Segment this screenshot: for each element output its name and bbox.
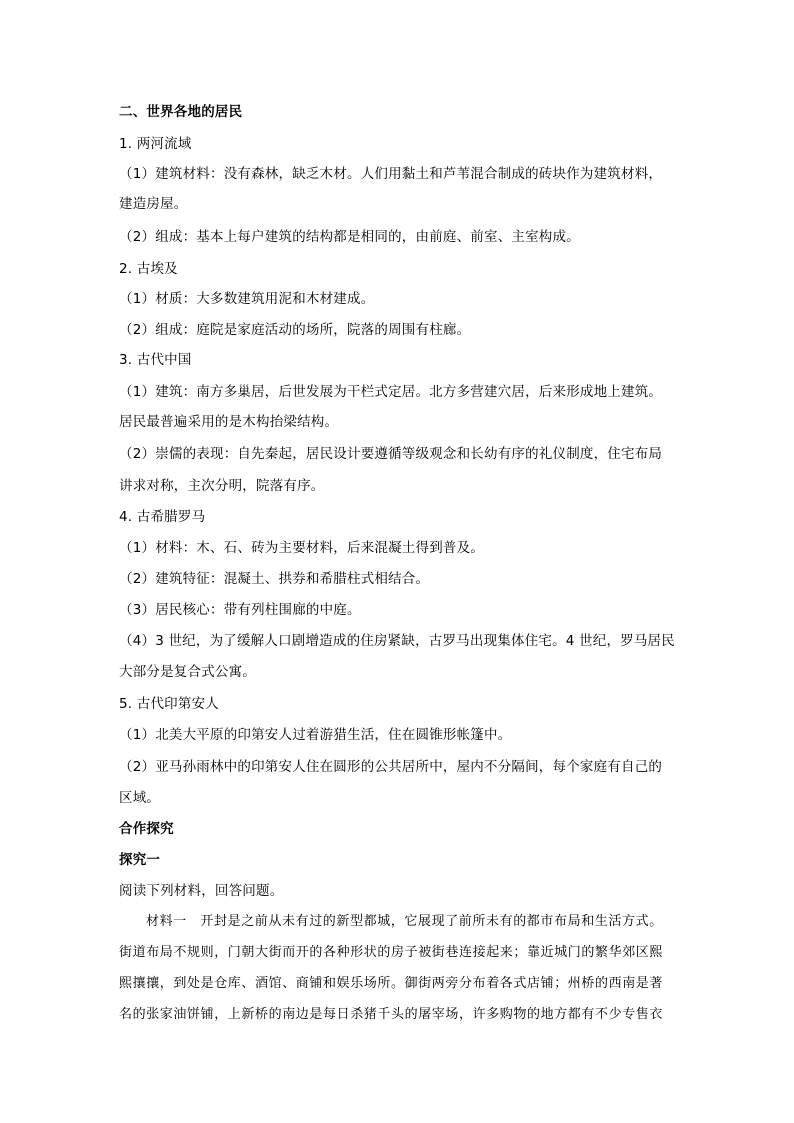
material-line: 名的张家油饼铺，上新桥的南边是每日杀猪千头的屠宰场，许多购物的地方都有不少专售衣 [119,1007,664,1022]
paragraph-line: （2）崇儒的表现：自先秦起，居民设计要遵循等级观念和长幼有序的礼仪制度，住宅布局 [119,446,663,462]
material-line: 街道布局不规则，门朝大街而开的各种形状的房子被街巷连接起来；靠近城门的繁华郊区熙 [119,945,664,960]
paragraph-line: 讲求对称，主次分明，院落有序。 [119,478,325,494]
paragraph-line: （2）组成：基本上每户建筑的结构都是相同的，由前庭、前室、主室构成。 [119,229,580,245]
paragraph-line: （4）3 世纪，为了缓解人口剧增造成的住房紧缺，古罗马出现集体住宅。4 世纪，罗马居民 [119,633,675,649]
paragraph-line: 居民最普遍采用的是木构抬梁结构。 [119,414,339,430]
paragraph-line: 大部分是复合式公寓。 [119,664,256,680]
region-heading-china: 3. 古代中国 [119,352,192,368]
region-heading-greece-rome: 4. 古希腊罗马 [119,509,206,525]
paragraph-line: （1）建筑材料：没有森林，缺乏木材。人们用黏土和芦苇混合制成的砖块作为建筑材料， [119,166,663,182]
paragraph-line: （3）居民核心：带有列柱围廊的中庭。 [119,602,361,618]
paragraph-line: （1）北美大平原的印第安人过着游猎生活，住在圆锥形帐篷中。 [119,727,512,743]
paragraph-line: （1）建筑：南方多巢居，后世发展为干栏式定居。北方多营建穴居，后来形成地上建筑。 [119,384,663,400]
paragraph-line: （1）材质：大多数建筑用泥和木材建成。 [119,291,375,307]
region-heading-native-americans: 5. 古代印第安人 [119,696,219,712]
region-heading-mesopotamia: 1. 两河流域 [119,136,192,152]
paragraph-line: （2）建筑特征：混凝土、拱券和希腊柱式相结合。 [119,571,430,587]
paragraph-line: 建造房屋。 [119,196,188,212]
section-title: 二、世界各地的居民 [119,104,243,120]
region-heading-egypt: 2. 古埃及 [119,261,178,277]
paragraph-line: 区域。 [119,790,161,806]
material-line: 材料一 开封是之前从未有过的新型都城，它展现了前所未有的都市布局和生活方式。 [146,914,663,929]
cooperation-title: 合作探究 [119,821,174,837]
paragraph-line: （1）材料：木、石、砖为主要材料，后来混凝土得到普及。 [119,540,484,556]
inquiry-title: 探究一 [119,852,161,868]
paragraph-line: （2）组成：庭院是家庭活动的场所，院落的周围有柱廊。 [119,322,471,338]
instruction-text: 阅读下列材料，回答问题。 [119,883,284,899]
paragraph-line: （2）亚马孙雨林中的印第安人住在圆形的公共居所中，屋内不分隔间，每个家庭有自己的 [119,759,663,775]
material-line: 熙攘攘，到处是仓库、酒馆、商铺和娱乐场所。御街两旁分布着各式店铺；州桥的西南是著 [119,976,664,991]
